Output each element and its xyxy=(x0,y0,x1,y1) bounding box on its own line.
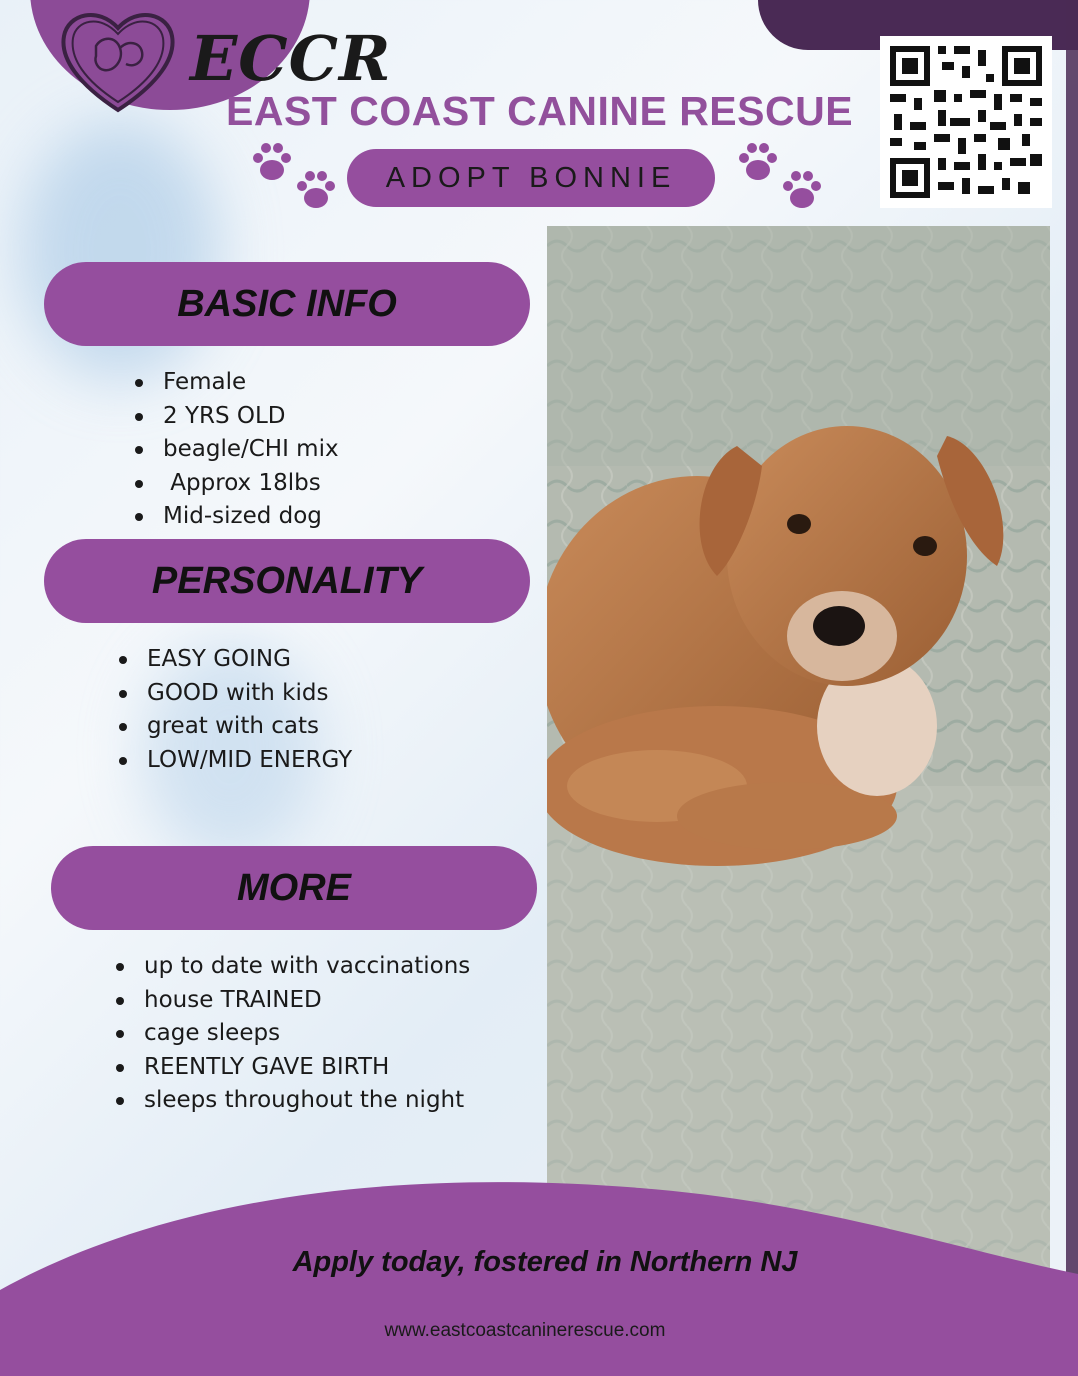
footer-tagline: Apply today, fostered in Northern NJ xyxy=(292,1246,798,1278)
list-item: cage sleeps xyxy=(116,1017,470,1051)
personality-list xyxy=(119,643,352,777)
list-item: sleeps throughout the night xyxy=(116,1084,470,1118)
list-item: great with cats xyxy=(119,710,352,744)
personality-heading: PERSONALITY xyxy=(44,539,530,623)
basic-info-list xyxy=(135,366,339,534)
list-item: REENTLY GAVE BIRTH xyxy=(116,1051,470,1085)
org-name: EAST COAST CANINE RESCUE xyxy=(226,88,854,134)
more-heading: MORE xyxy=(51,846,537,930)
dog-photo xyxy=(547,226,1050,1276)
more-list xyxy=(116,950,470,1118)
list-item: 2 YRS OLD xyxy=(135,400,339,434)
qr-code-icon[interactable] xyxy=(880,36,1052,208)
list-item: EASY GOING xyxy=(119,643,352,677)
list-item: GOOD with kids xyxy=(119,677,352,711)
website-link[interactable]: www.eastcoastcaninerescue.com xyxy=(384,1320,666,1341)
paw-print-icon xyxy=(250,140,340,216)
adopt-banner: ADOPT BONNIE xyxy=(347,149,715,207)
list-item: up to date with vaccinations xyxy=(116,950,470,984)
list-item: Female xyxy=(135,366,339,400)
list-item: house TRAINED xyxy=(116,984,470,1018)
basic-info-heading: BASIC INFO xyxy=(44,262,530,346)
paw-print-icon xyxy=(736,140,826,216)
list-item: beagle/CHI mix xyxy=(135,433,339,467)
heart-dog-logo-icon xyxy=(58,6,178,116)
logo-wordmark: ECCR xyxy=(190,22,392,95)
list-item: Approx 18lbs xyxy=(135,467,339,501)
list-item: Mid-sized dog xyxy=(135,500,339,534)
list-item: LOW/MID ENERGY xyxy=(119,744,352,778)
